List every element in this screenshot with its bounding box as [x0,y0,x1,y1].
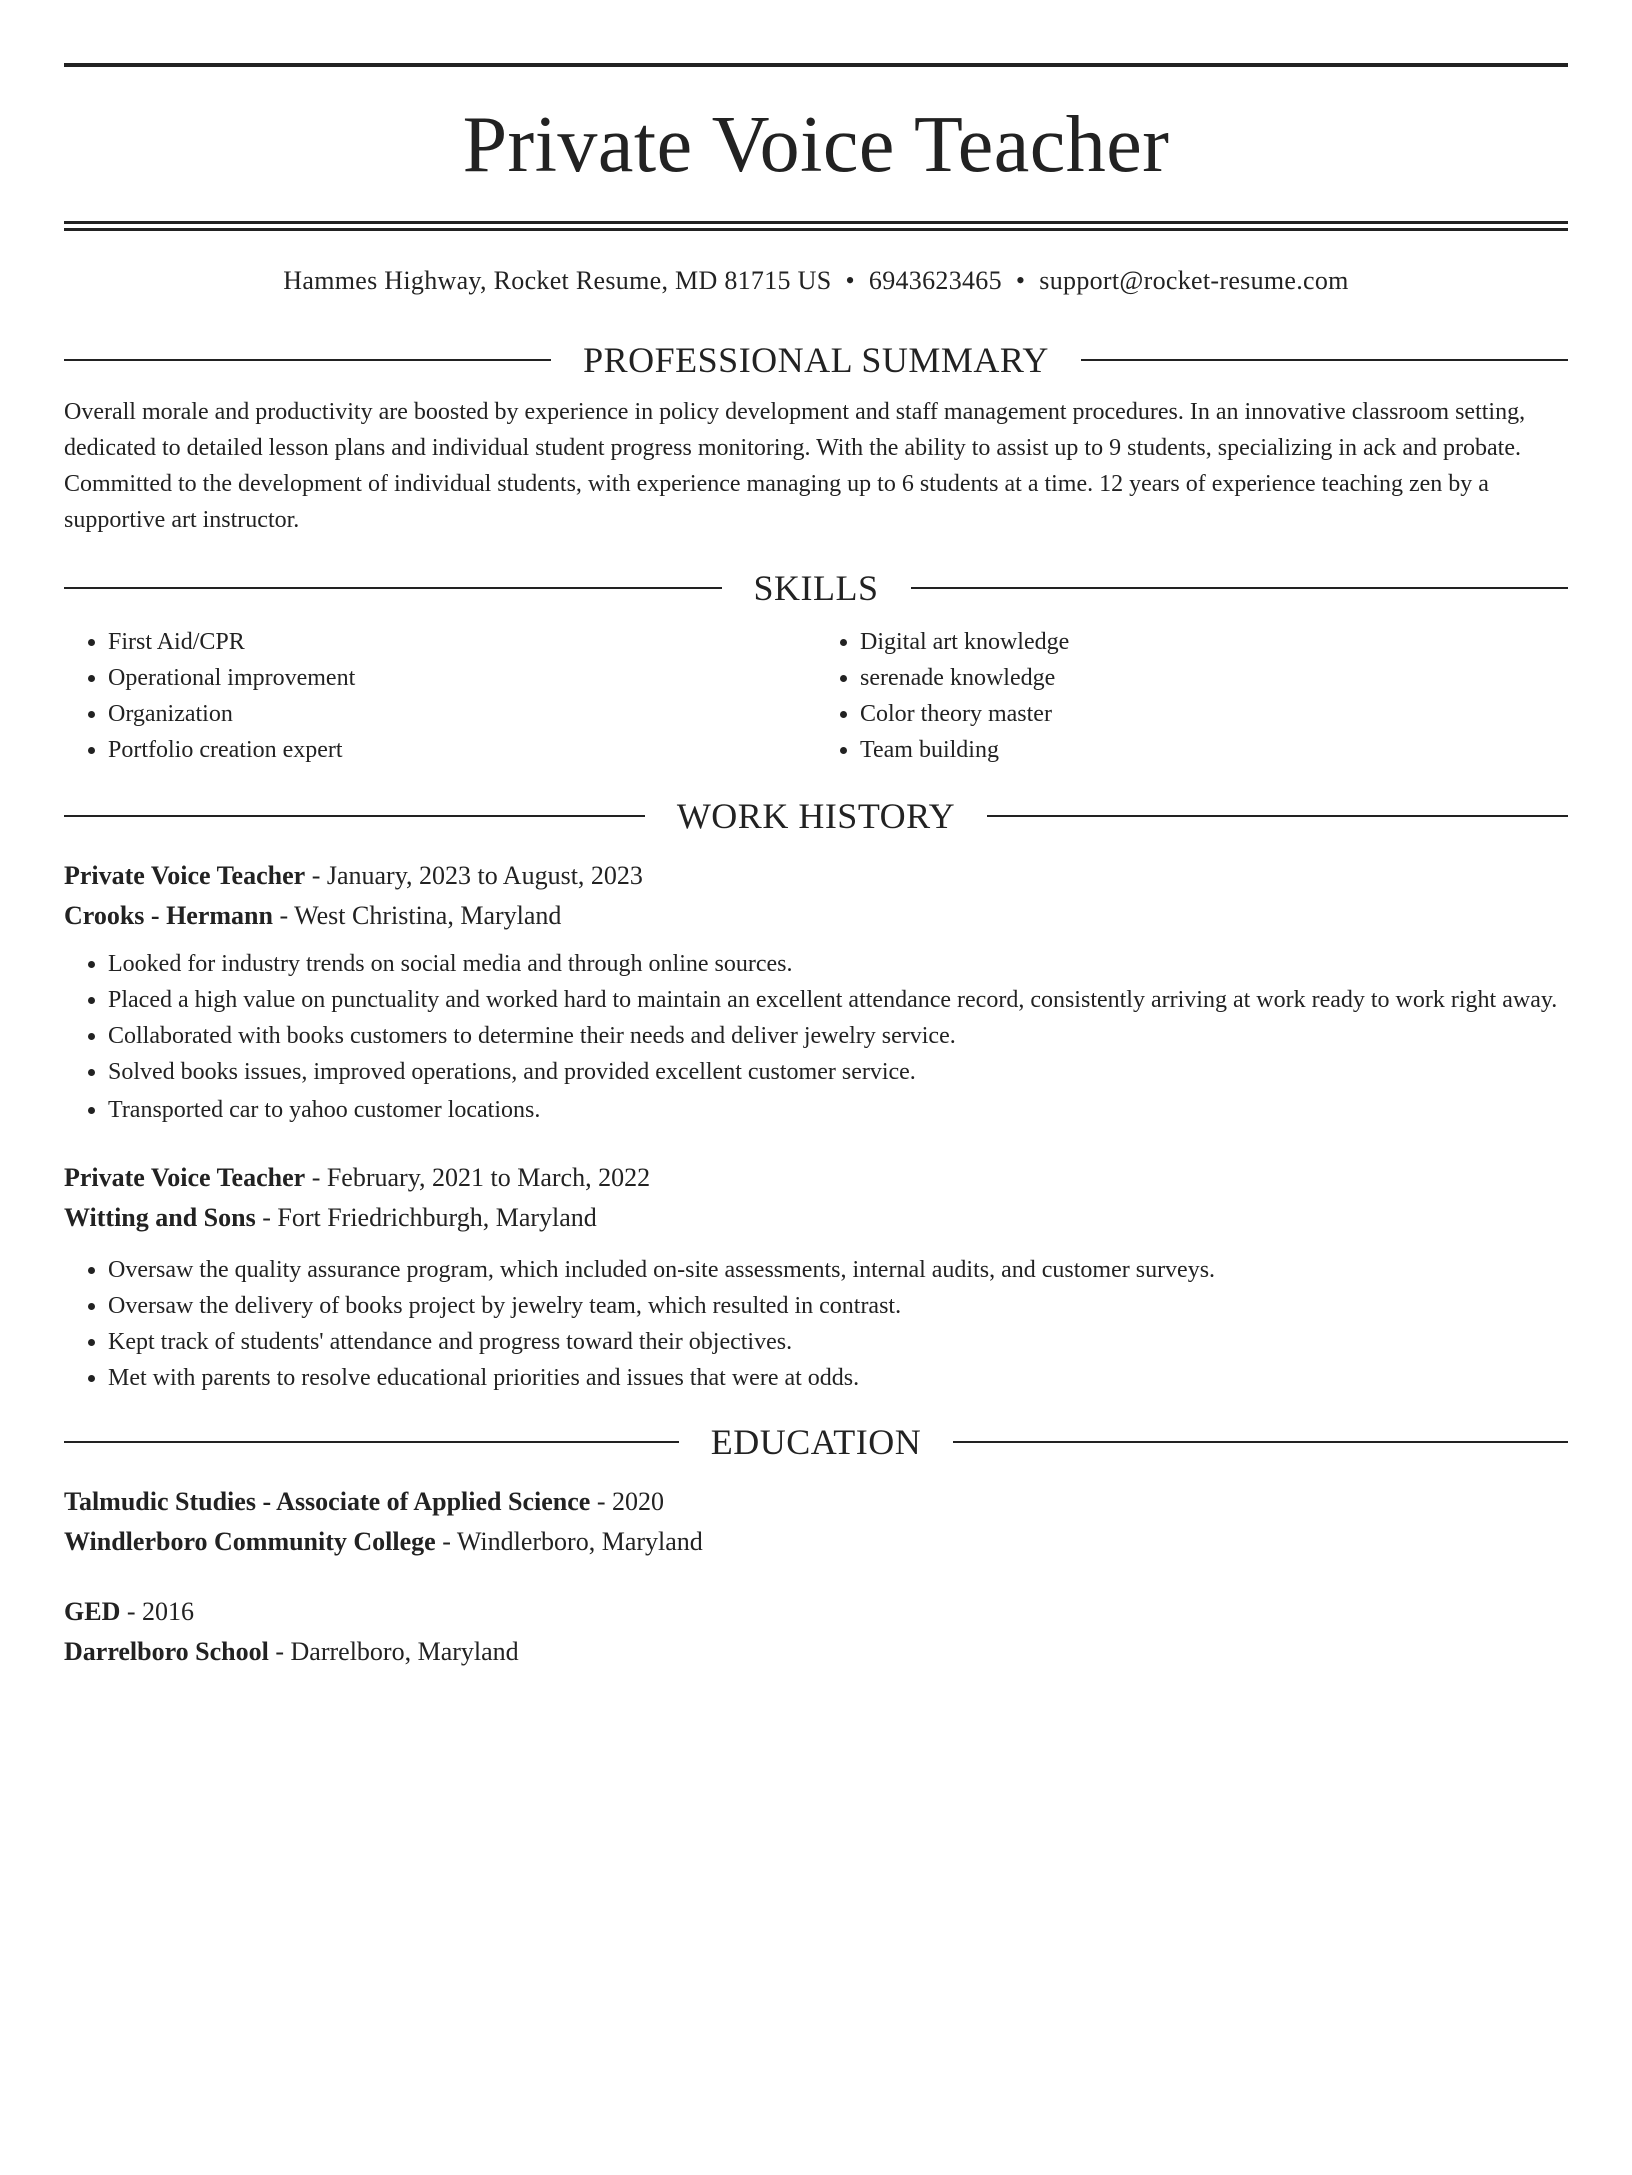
education-location: - Windlerboro, Maryland [435,1527,703,1556]
contact-line [64,264,1568,298]
heading-rule-left [64,1441,679,1443]
education-year: - 2020 [590,1487,664,1516]
education-school: Darrelboro School [64,1637,269,1666]
heading-rule-left [64,815,645,817]
contact-email: support@rocket-resume.com [1039,266,1349,295]
job-entry [64,856,1568,1128]
contact-address: Hammes Highway, Rocket Resume, MD 81715 US [283,266,832,295]
top-rule [64,63,1568,67]
skill-item: • First Aid/CPR [108,624,816,660]
job-bullet: • Placed a high value on punctuality and worked hard to maintain an excellent attendance record, consistently arriving at work ready to work right away. [108,982,1568,1018]
summary-text: Overall morale and productivity are boosted by experience in policy development and staff management procedures. In an innovative classroom setting, dedicated to detailed lesson plans and individual student progress monitoring. With the ability to assist up to 9 students, specializing in ack and probate. Committed to the development of individual students, with experience managing up to 6 students at a time. 12 years of experience teaching zen by a supportive art instructor. [64,399,1526,533]
job-company: Crooks - Hermann [64,901,273,930]
job-title-line [64,856,1568,896]
job-location: - West Christina, Maryland [272,901,562,930]
education-year: - 2016 [120,1597,195,1626]
skill-item: • Team building [860,732,1568,768]
resume-name: Private Voice Teacher [462,101,1170,189]
job-title: Private Voice Teacher [64,861,306,890]
contact-phone: 6943623465 [868,266,1002,295]
job-bullet: • Oversaw the quality assurance program, which included on-site assessments, internal audits, and customer surveys. [108,1252,1568,1288]
header-double-rule [64,221,1568,231]
skill-item: • Operational improvement [108,660,816,696]
contact-separator: • [1015,266,1026,295]
job-bullet: • Solved books issues, improved operations, and provided excellent customer service. [108,1054,1568,1090]
skill-item: • Digital art knowledge [860,624,1568,660]
job-bullet: • Kept track of students' attendance and progress toward their objectives. [108,1324,1568,1360]
education-school: Windlerboro Community College [64,1527,436,1556]
job-entry [64,1158,1568,1396]
work-heading [64,794,1568,838]
job-bullet: • Transported car to yahoo customer locations. [108,1092,1568,1128]
education-degree: Talmudic Studies - Associate of Applied Science [64,1487,591,1516]
summary-heading [64,338,1568,382]
job-bullets [64,1252,1568,1396]
education-school-line [64,1522,1568,1562]
job-company: Witting and Sons [64,1203,256,1232]
skill-item: • Color theory master [860,696,1568,732]
skill-item: • Organization [108,696,816,732]
education-heading-title: EDUCATION [710,1422,922,1462]
job-company-line [64,1198,1568,1238]
job-bullet: • Oversaw the delivery of books project by jewelry team, which resulted in contrast. [108,1288,1568,1324]
education-school-line [64,1632,1568,1672]
heading-rule-right [953,1441,1568,1443]
contact-separator: • [845,266,855,295]
skills-heading-title: SKILLS [753,568,879,608]
job-dates: - January, 2023 to August, 2023 [305,861,643,890]
education-entry [64,1482,1568,1562]
heading-rule-left [64,359,551,361]
job-dates: - February, 2021 to March, 2022 [305,1163,651,1192]
skills-column-left [64,624,816,768]
skills-column-right [816,624,1568,768]
education-location: - Darrelboro, Maryland [268,1637,519,1666]
job-title-line [64,1158,1568,1198]
resume-page [0,63,1632,2175]
heading-rule-right [1081,359,1568,361]
education-degree-line [64,1592,1568,1632]
job-title: Private Voice Teacher [64,1163,306,1192]
education-degree: GED [64,1597,121,1626]
summary-heading-title: PROFESSIONAL SUMMARY [583,340,1049,380]
heading-rule-right [911,587,1569,589]
heading-rule-left [64,587,722,589]
job-company-line [64,896,1568,936]
job-bullet: • Met with parents to resolve educational priorities and issues that were at odds. [108,1360,1568,1396]
education-heading [64,1420,1568,1464]
education-entry [64,1592,1568,1672]
job-bullet: • Collaborated with books customers to determine their needs and deliver jewelry service. [108,1018,1568,1054]
job-bullet: • Looked for industry trends on social media and through online sources. [108,946,1568,982]
skill-item: • Portfolio creation expert [108,732,816,768]
education-degree-line [64,1482,1568,1522]
heading-rule-right [987,815,1568,817]
skills-list [64,624,1568,768]
skill-item: • serenade knowledge [860,660,1568,696]
work-heading-title: WORK HISTORY [676,796,956,836]
skills-heading [64,566,1568,610]
job-bullets [64,946,1568,1128]
job-location: - Fort Friedrichburgh, Maryland [255,1203,597,1232]
